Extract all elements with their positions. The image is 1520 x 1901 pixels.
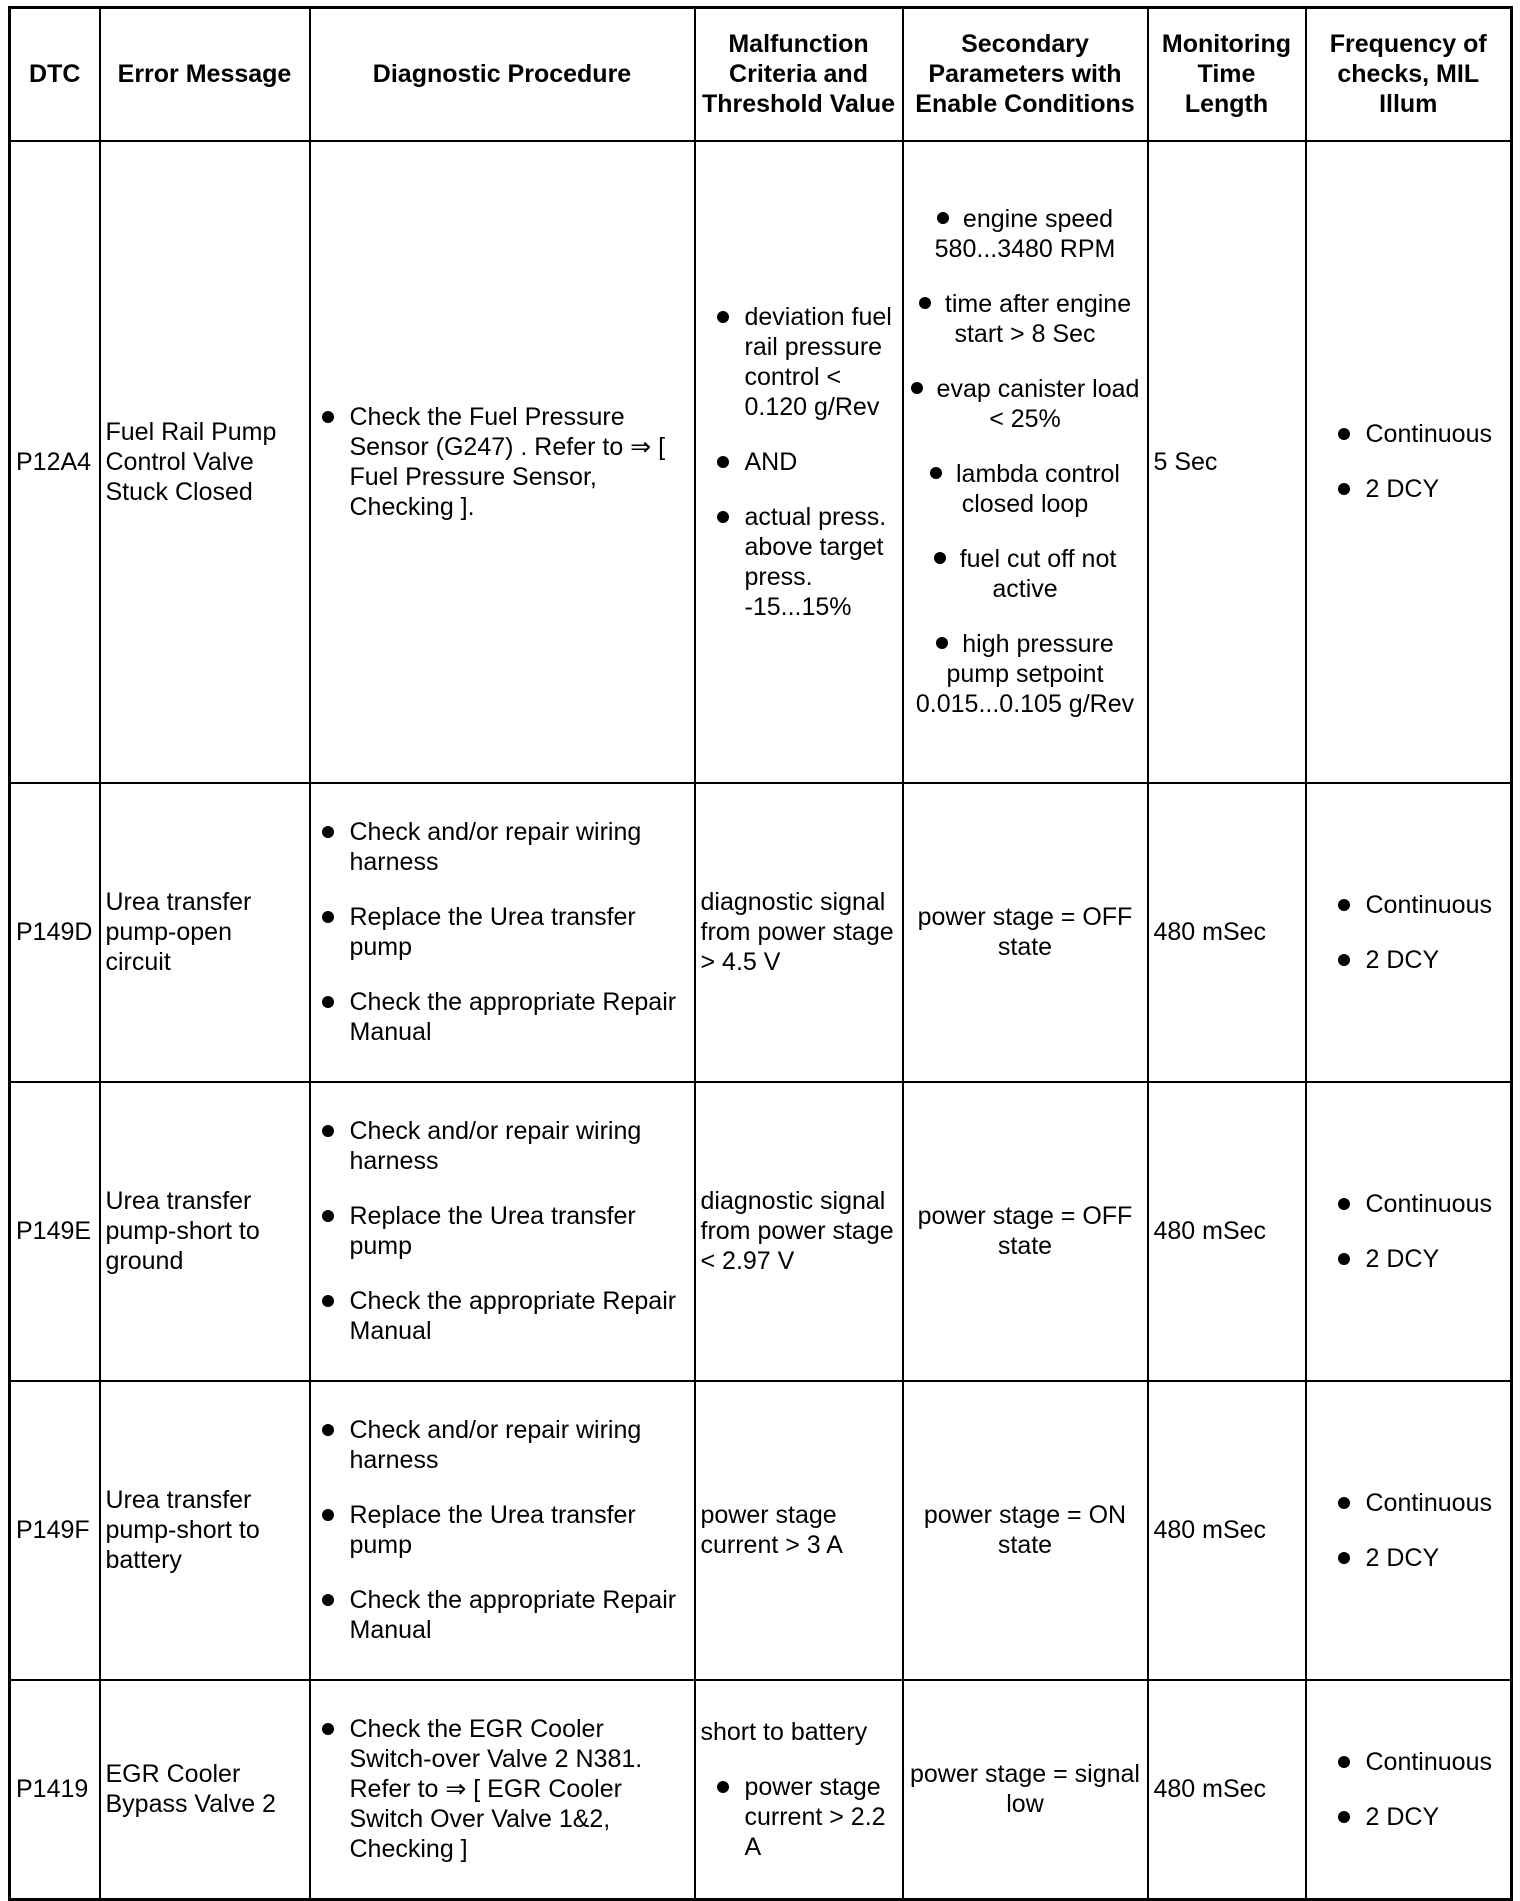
dtc-table — [8, 6, 1513, 1901]
frequency-item: Continuous — [1332, 1189, 1506, 1219]
monitoring-time: 5 Sec — [1148, 141, 1306, 783]
secondary-item: time after engine start > 8 Sec — [909, 289, 1142, 349]
procedure-item: Check and/or repair wiring harness — [316, 817, 689, 877]
procedure-item: Check the appropriate Repair Manual — [316, 1585, 689, 1645]
frequency — [1306, 1680, 1512, 1900]
procedure-item: Check the appropriate Repair Manual — [316, 1286, 689, 1346]
header-frequency: Frequency of checks, MIL Illum — [1306, 8, 1512, 141]
diagnostic-procedure — [310, 1381, 695, 1680]
table-row — [10, 1381, 1512, 1680]
dtc-code: P149F — [10, 1381, 100, 1680]
secondary-parameters — [903, 141, 1148, 783]
diagnostic-procedure — [310, 1082, 695, 1381]
frequency — [1306, 1381, 1512, 1680]
procedure-item: Check and/or repair wiring harness — [316, 1116, 689, 1176]
frequency-item: 2 DCY — [1332, 1244, 1506, 1274]
frequency-item: Continuous — [1332, 1488, 1506, 1518]
dtc-code: P12A4 — [10, 141, 100, 783]
procedure-item: Replace the Urea transfer pump — [316, 902, 689, 962]
diagnostic-procedure — [310, 141, 695, 783]
diagnostic-procedure — [310, 1680, 695, 1900]
frequency-item: Continuous — [1332, 1747, 1506, 1777]
secondary-item: fuel cut off not active — [909, 544, 1142, 604]
frequency — [1306, 1082, 1512, 1381]
malfunction-criteria — [695, 1680, 903, 1900]
malfunction-criteria: diagnostic signal from power stage > 4.5 V — [695, 783, 903, 1082]
monitoring-time: 480 mSec — [1148, 1082, 1306, 1381]
frequency-item: Continuous — [1332, 890, 1506, 920]
frequency-item: 2 DCY — [1332, 474, 1506, 504]
error-message: EGR Cooler Bypass Valve 2 — [100, 1680, 310, 1900]
frequency-item: 2 DCY — [1332, 1543, 1506, 1573]
header-row — [10, 8, 1512, 141]
secondary-item: engine speed 580...3480 RPM — [934, 205, 1116, 263]
secondary-item: lambda control closed loop — [909, 459, 1142, 519]
secondary-parameters: power stage = OFF state — [903, 1082, 1148, 1381]
frequency-item: 2 DCY — [1332, 1802, 1506, 1832]
secondary-parameters: power stage = signal low — [903, 1680, 1148, 1900]
procedure-item: Replace the Urea transfer pump — [316, 1201, 689, 1261]
monitoring-time: 480 mSec — [1148, 1680, 1306, 1900]
header-error-message: Error Message — [100, 8, 310, 141]
header-secondary-parameters: Secondary Parameters with Enable Conditions — [903, 8, 1148, 141]
dtc-code: P1419 — [10, 1680, 100, 1900]
error-message: Urea transfer pump-short to battery — [100, 1381, 310, 1680]
frequency — [1306, 783, 1512, 1082]
monitoring-time: 480 mSec — [1148, 1381, 1306, 1680]
criteria-item: deviation fuel rail pressure control < 0.120 g/Rev — [711, 302, 897, 422]
frequency-item: Continuous — [1332, 419, 1506, 449]
procedure-item: Check and/or repair wiring harness — [316, 1415, 689, 1475]
malfunction-criteria — [695, 141, 903, 783]
secondary-item: evap canister load < 25% — [909, 374, 1142, 434]
dtc-code: P149D — [10, 783, 100, 1082]
secondary-parameters: power stage = OFF state — [903, 783, 1148, 1082]
criteria-item: power stage current > 2.2 A — [711, 1772, 897, 1862]
secondary-parameters: power stage = ON state — [903, 1381, 1148, 1680]
table-row — [10, 1680, 1512, 1900]
procedure-item: Replace the Urea transfer pump — [316, 1500, 689, 1560]
criteria-intro: short to battery — [700, 1717, 868, 1746]
error-message: Urea transfer pump-short to ground — [100, 1082, 310, 1381]
diagnostic-procedure — [310, 783, 695, 1082]
header-monitoring-time: Monitoring Time Length — [1148, 8, 1306, 141]
procedure-item: Check the EGR Cooler Switch-over Valve 2 N381. Refer to ⇒ [ EGR Cooler Switch Over Valve 1&2, Checking ] — [316, 1714, 689, 1864]
header-malfunction-criteria: Malfunction Criteria and Threshold Value — [695, 8, 903, 141]
table-row — [10, 783, 1512, 1082]
dtc-code: P149E — [10, 1082, 100, 1381]
table-row — [10, 141, 1512, 783]
header-diagnostic-procedure: Diagnostic Procedure — [310, 8, 695, 141]
procedure-item: Check the Fuel Pressure Sensor (G247) . Refer to ⇒ [ Fuel Pressure Sensor, Checking ]. — [316, 402, 689, 522]
frequency-item: 2 DCY — [1332, 945, 1506, 975]
error-message: Urea transfer pump-open circuit — [100, 783, 310, 1082]
malfunction-criteria: power stage current > 3 A — [695, 1381, 903, 1680]
monitoring-time: 480 mSec — [1148, 783, 1306, 1082]
criteria-item: AND — [711, 447, 897, 477]
table-row — [10, 1082, 1512, 1381]
secondary-item: high pressure pump setpoint 0.015...0.105 g/Rev — [915, 630, 1135, 718]
frequency — [1306, 141, 1512, 783]
error-message: Fuel Rail Pump Control Valve Stuck Closed — [100, 141, 310, 783]
header-dtc: DTC — [10, 8, 100, 141]
malfunction-criteria: diagnostic signal from power stage < 2.97 V — [695, 1082, 903, 1381]
procedure-item: Check the appropriate Repair Manual — [316, 987, 689, 1047]
criteria-item: actual press. above target press. -15...15% — [711, 502, 897, 622]
